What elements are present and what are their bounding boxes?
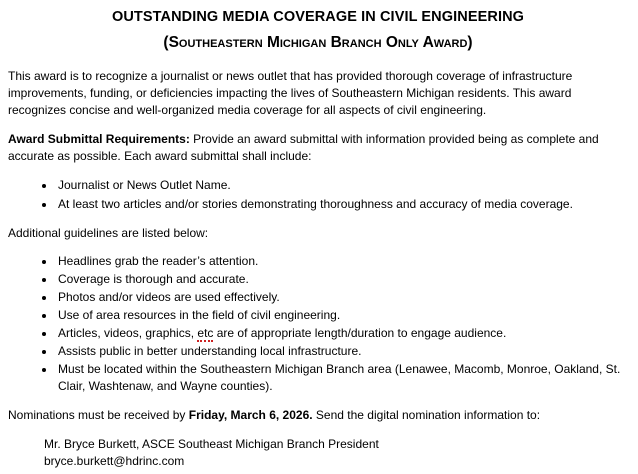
- guidelines-list: [8, 253, 628, 395]
- list-item: • Headlines grab the reader’s attention.: [56, 253, 628, 270]
- nominations-suffix: Send the digital nomination information to:: [312, 407, 541, 422]
- page-subtitle: [8, 31, 628, 55]
- contact-name: Mr. Bryce Burkett, ASCE Southeast Michigan Branch President: [44, 436, 379, 451]
- requirements-text: Provide an award submittal with information provided being as complete and accurate as possible. Each award submittal shall include:: [8, 132, 599, 164]
- intro-paragraph: This award is to recognize a journalist or news outlet that has provided thorough coverage of infrastructure improvements, funding, or deficiencies impacting the lives of Southeastern Michigan residents. This award recognizes concise and well-organized media coverage for all aspects of civil engineering.: [8, 69, 573, 118]
- requirements-list: [8, 177, 628, 212]
- page-subtitle-text: (Southeastern Michigan Branch Only Award): [163, 33, 473, 51]
- nominations-prefix: Nominations must be received by: [8, 407, 189, 422]
- document-title-block: [8, 8, 628, 54]
- list-item: • Coverage is thorough and accurate.: [56, 271, 628, 288]
- nominations-paragraph: [8, 407, 628, 424]
- contact-email[interactable]: bryce.burkett@hdrinc.com: [44, 453, 185, 468]
- page-title: OUTSTANDING MEDIA COVERAGE IN CIVIL ENGINEERING: [111, 9, 525, 25]
- list-item: • Use of area resources in the field of civil engineering.: [56, 307, 628, 324]
- requirements-label: Award Submittal Requirements:: [8, 132, 190, 147]
- guidelines-intro: Additional guidelines are listed below:: [8, 225, 209, 240]
- list-item: • Articles, videos, graphics, etc are of appropriate length/duration to engage audience.: [56, 325, 628, 342]
- list-item: • At least two articles and/or stories demonstrating thoroughness and accuracy of media coverage.: [56, 196, 628, 213]
- list-item: • Must be located within the Southeastern Michigan Branch area (Lenawee, Macomb, Monroe, Oakland, St. Clair, Washtenaw, and Wayne counties).: [56, 361, 628, 395]
- requirements-paragraph: [8, 131, 628, 165]
- list-item: • Photos and/or videos are used effectively.: [56, 289, 628, 306]
- nominations-deadline: Friday, March 6, 2026.: [188, 407, 313, 422]
- list-item: • Journalist or News Outlet Name.: [56, 177, 628, 194]
- list-item: • Assists public in better understanding local infrastructure.: [56, 343, 628, 360]
- misspelled-word: etc: [197, 325, 214, 340]
